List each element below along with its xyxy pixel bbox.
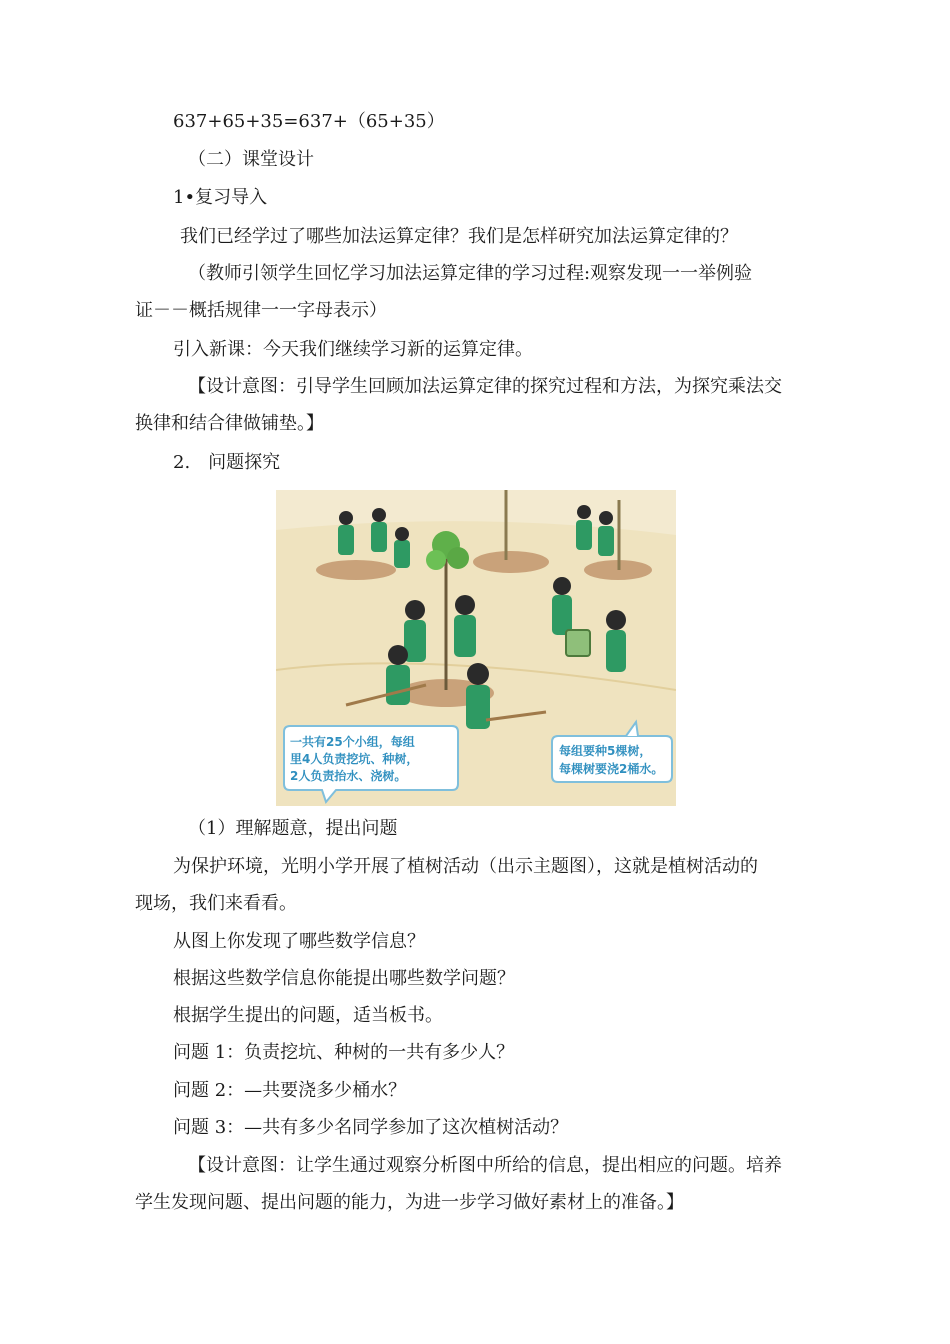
paragraph-teacher-note: （教师引领学生回忆学习加法运算定律的学习过程:观察发现一一举例验 — [188, 263, 753, 284]
problem-1: 问题 1：负责挖坑、种树的一共有多少人？ — [173, 1042, 515, 1063]
design-intent-1: 【设计意图：引导学生回顾加法运算定律的探究过程和方法，为探究乘法交 — [188, 376, 782, 397]
design-intent-2: 【设计意图：让学生通过观察分析图中所给的信息，提出相应的问题。培养 — [188, 1155, 782, 1176]
question-prompt-2: 根据这些数学信息你能提出哪些数学问题？ — [173, 968, 515, 989]
problem-3: 问题 3：—共有多少名同学参加了这次植树活动？ — [173, 1117, 569, 1138]
paragraph-teacher-note-cont: 证－－概括规律一一字母表示） — [135, 300, 387, 321]
design-intent-1-cont: 换律和结合律做铺垫。】 — [135, 413, 324, 434]
paragraph-context-cont: 现场，我们来看看。 — [135, 893, 297, 914]
board-note: 根据学生提出的问题，适当板书。 — [173, 1005, 443, 1026]
tree-planting-illustration — [276, 490, 676, 806]
bubble-left-line-3: 2人负责抬水、浇树。 — [290, 769, 407, 783]
step-heading-review: 1•复习导入 — [173, 187, 268, 208]
step-heading-explore: 2. 问题探究 — [173, 452, 281, 473]
bubble-left-line-1: 一共有25个小组，每组 — [290, 735, 415, 749]
design-intent-2-cont: 学生发现问题、提出问题的能力，为进一步学习做好素材上的准备。】 — [135, 1192, 684, 1213]
question-prompt-1: 从图上你发现了哪些数学信息？ — [173, 931, 425, 952]
paragraph-context: 为保护环境，光明小学开展了植树活动（出示主题图），这就是植树活动的 — [173, 856, 758, 877]
bubble-right-line-2: 每棵树要浇2桶水。 — [559, 762, 664, 776]
section-heading-class-design: （二）课堂设计 — [188, 149, 314, 170]
paragraph-intro: 引入新课：今天我们继续学习新的运算定律。 — [173, 339, 533, 360]
sub-heading-understand: （1）理解题意，提出问题 — [188, 818, 398, 839]
bubble-right-line-1: 每组要种5棵树， — [559, 744, 652, 758]
equation-line: 637+65+35=637+（65+35） — [173, 111, 445, 132]
bubble-left-line-2: 里4人负责挖坑、种树， — [290, 752, 419, 766]
paragraph-question: 我们已经学过了哪些加法运算定律？我们是怎样研究加法运算定律的？ — [180, 226, 738, 247]
problem-2: 问题 2：—共要浇多少桶水？ — [173, 1080, 407, 1101]
